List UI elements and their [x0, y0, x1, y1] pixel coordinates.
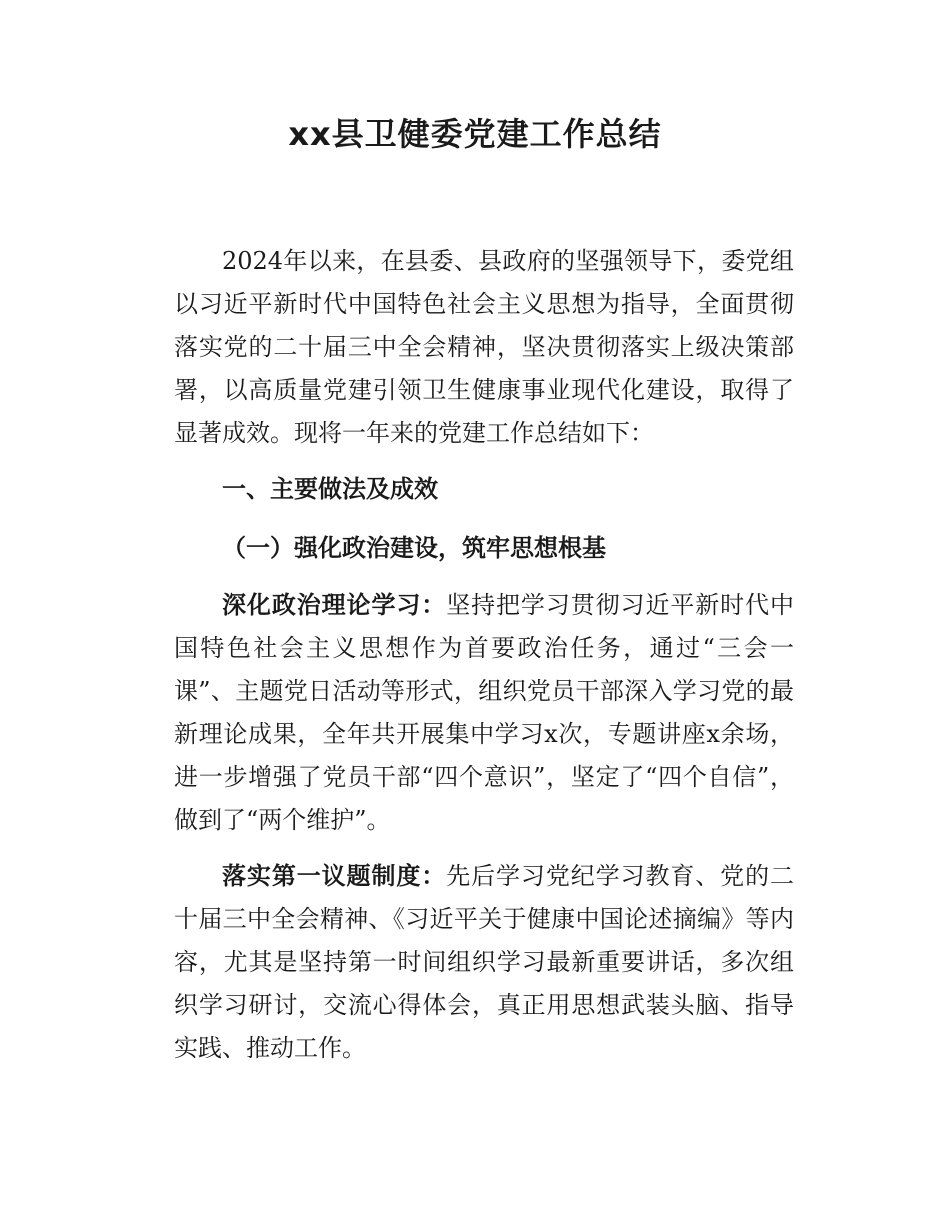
paragraph-political-study: [174, 584, 794, 842]
intro-paragraph: 2024年以来，在县委、县政府的坚强领导下，委党组以习近平新时代中国特色社会主义思想为指导，全面贯彻落实党的二十届三中全会精神，坚决贯彻落实上级决策部署，以高质量党建引领卫生健康事业现代化建设，取得了显著成效。现将一年来的党建工作总结如下：: [174, 247, 794, 447]
paragraph-lead: 落实第一议题制度：: [222, 862, 447, 890]
subsection-heading: （一）强化政治建设，筑牢思想根基: [222, 533, 606, 562]
paragraph-lead: 深化政治理论学习：: [222, 591, 447, 619]
document-title: xx县卫健委党建工作总结: [288, 115, 662, 153]
paragraph-first-agenda: [174, 855, 794, 1070]
paragraph-text: 坚持把学习贯彻习近平新时代中国特色社会主义思想作为首要政治任务，通过“三会一课”、主题党日活动等形式，组织党员干部深入学习党的最新理论成果，全年共开展集中学习x次，专题讲座x余场，进一步增强了党员干部“四个意识”，坚定了“四个自信”，做到了“两个维护”。: [174, 591, 795, 834]
section-heading: 一、主要做法及成效: [222, 475, 438, 503]
paragraph-text: 先后学习党纪学习教育、党的二十届三中全会精神、《习近平关于健康中国论述摘编》等内容，尤其是坚持第一时间组织学习最新重要讲话，多次组织学习研讨，交流心得体会，真正用思想武装头脑、指导实践、推动工作。: [174, 862, 795, 1062]
